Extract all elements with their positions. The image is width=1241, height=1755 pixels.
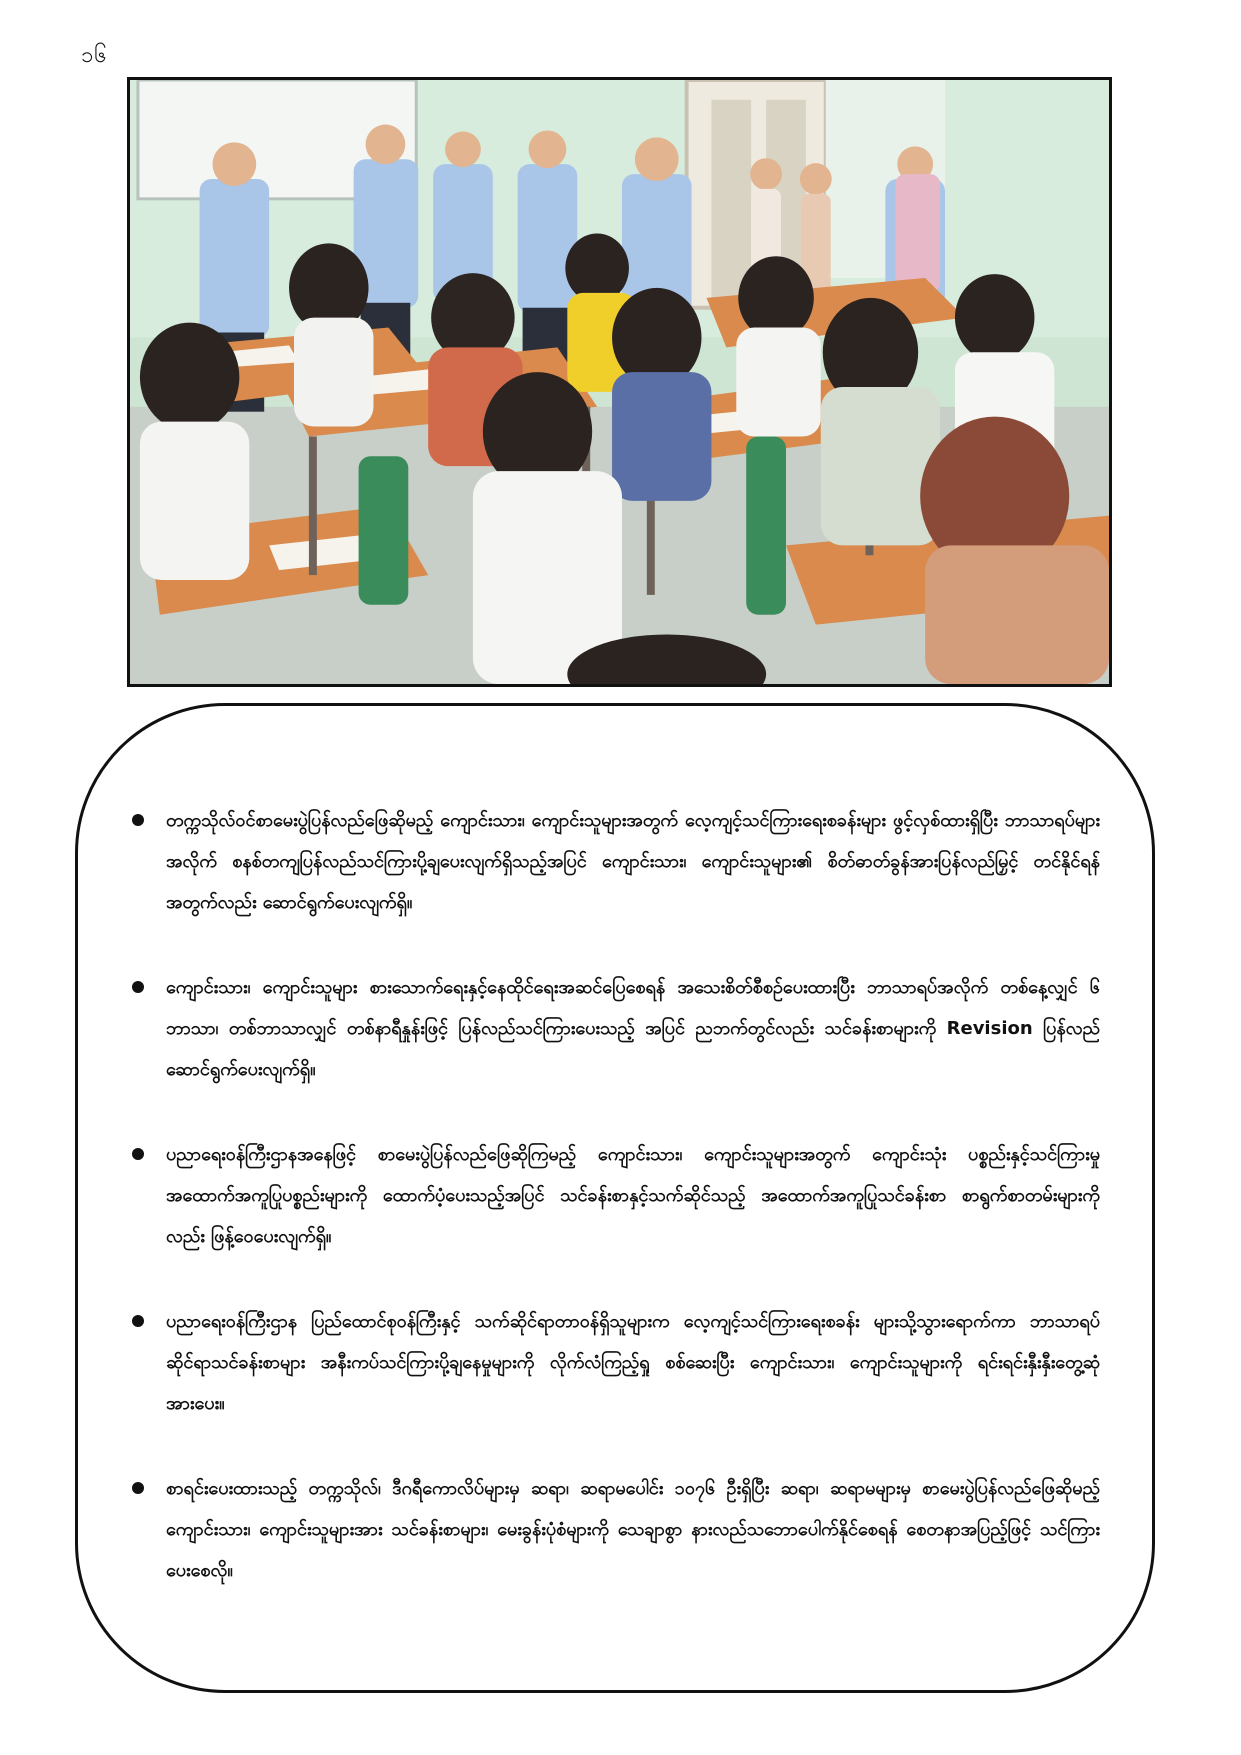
bullet-dot-icon bbox=[132, 1315, 144, 1327]
bullet-item bbox=[130, 967, 1100, 1090]
bullet-dot-icon bbox=[132, 981, 144, 993]
bullet-text: စာရင်းပေးထားသည့် တက္ကသိုလ်၊ ဒီဂရီကောလိပ်များမှ ဆရာ၊ ဆရာမပေါင်း ၁၀၇၆ ဦးရှိပြီး ဆရာ၊ ဆရာမများမှ စာမေးပွဲပြန်လည်ဖြေဆိုမည့် ကျောင်းသား၊ ကျောင်းသူများအား သင်ခန်းစာများ၊ မေးခွန်းပုံစံများကို သေချာစွာ နားလည်သဘောပေါက်နိုင်စေရန် စေတနာအပြည့်ဖြင့် သင်ကြားပေးစေလို။ bbox=[166, 1478, 1100, 1581]
bullet-text: ပညာရေးဝန်ကြီးဌာနအနေဖြင့် စာမေးပွဲပြန်လည်ဖြေဆိုကြမည့် ကျောင်းသား၊ ကျောင်းသူများအတွက် ကျောင်းသုံး ပစ္စည်းနှင့်သင်ကြားမှုအထောက်အကူပြုပစ္စည်းများကို ထောက်ပံ့ပေးသည့်အပြင် သင်ခန်းစာနှင့်သက်ဆိုင်သည့် အထောက်အကူပြုသင်ခန်းစာ စာရွက်စာတမ်းများကိုလည်း ဖြန့်ဝေပေးလျက်ရှိ။ bbox=[166, 1144, 1100, 1247]
bullet-text: တက္ကသိုလ်ဝင်စာမေးပွဲပြန်လည်ဖြေဆိုမည့် ကျောင်းသား၊ ကျောင်းသူများအတွက် လေ့ကျင့်သင်ကြားရေးစခန်းများ ဖွင့်လှစ်ထားရှိပြီး ဘာသာရပ်များအလိုက် စနစ်တကျပြန်လည်သင်ကြားပို့ချပေးလျက်ရှိသည့်အပြင် ကျောင်းသား၊ ကျောင်းသူများ၏ စိတ်ဓာတ်ခွန်အားပြန်လည်မြှင့် တင်နိုင်ရန်အတွက်လည်း ဆောင်ရွက်ပေးလျက်ရှိ။ bbox=[166, 810, 1100, 913]
page-number: ၁၆ bbox=[81, 43, 108, 68]
bullet-item bbox=[130, 800, 1100, 923]
bullet-item bbox=[130, 1301, 1100, 1424]
bullet-dot-icon bbox=[132, 814, 144, 826]
bullet-item bbox=[130, 1468, 1100, 1591]
classroom-photo bbox=[127, 77, 1112, 687]
classroom-photo-illustration bbox=[130, 80, 1109, 684]
bullet-text: ပညာရေးဝန်ကြီးဌာန ပြည်ထောင်စုဝန်ကြီးနှင့် သက်ဆိုင်ရာတာဝန်ရှိသူများက လေ့ကျင့်သင်ကြားရေးစခန်း များသို့သွားရောက်ကာ ဘာသာရပ်ဆိုင်ရာသင်ခန်းစာများ အနီးကပ်သင်ကြားပို့ချနေမှုများကို လိုက်လံကြည့်ရှု စစ်ဆေးပြီး ကျောင်းသား၊ ကျောင်းသူများကို ရင်းရင်းနှီးနှီးတွေ့ဆုံအားပေး။ bbox=[166, 1311, 1100, 1414]
bullet-text: ကျောင်းသား၊ ကျောင်းသူများ စားသောက်ရေးနှင့်နေထိုင်ရေးအဆင်ပြေစေရန် အသေးစိတ်စီစဉ်ပေးထားပြီး ဘာသာရပ်အလိုက် တစ်နေ့လျှင် ၆ ဘာသာ၊ တစ်ဘာသာလျှင် တစ်နာရီနှုန်းဖြင့် ပြန်လည်သင်ကြားပေးသည့် အပြင် ညဘက်တွင်လည်း သင်ခန်းစာများကို Revision ပြန်လည်ဆောင်ရွက်ပေးလျက်ရှိ။ bbox=[166, 977, 1100, 1080]
bullet-item bbox=[130, 1134, 1100, 1257]
bullet-list bbox=[130, 800, 1100, 1635]
bullet-dot-icon bbox=[132, 1482, 144, 1494]
bullet-dot-icon bbox=[132, 1148, 144, 1160]
